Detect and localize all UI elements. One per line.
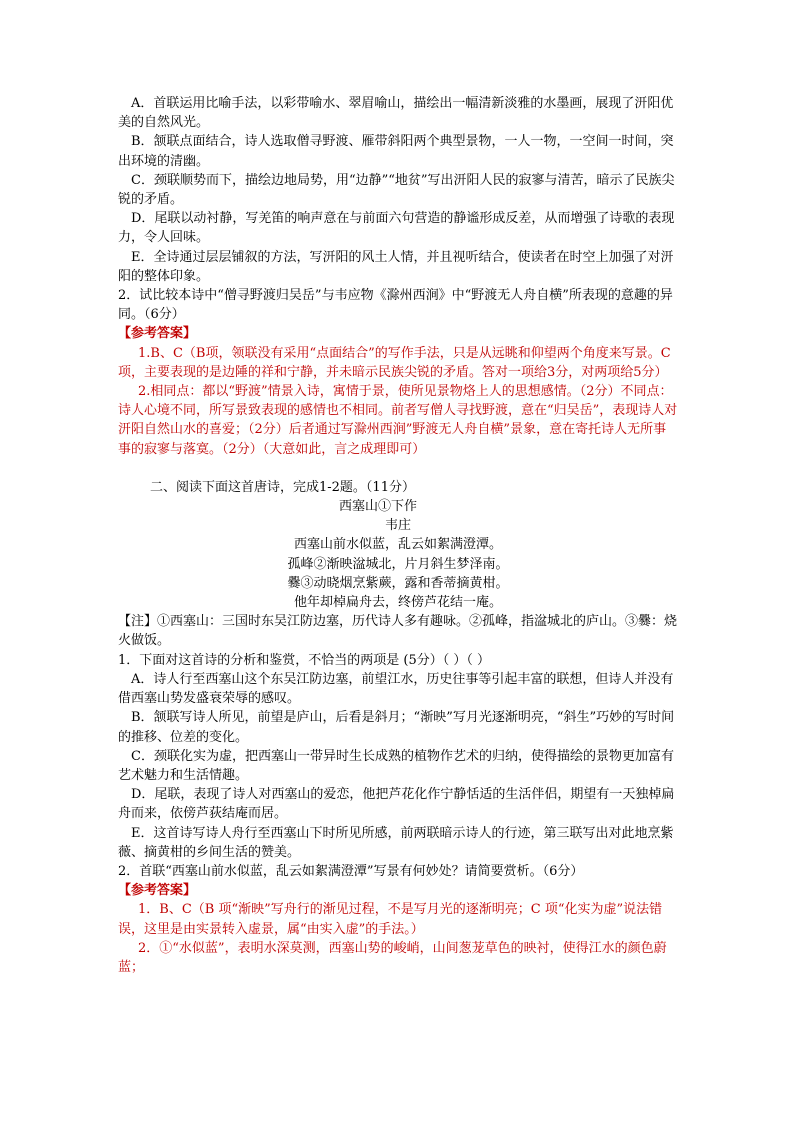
- option-d: D．尾联，表现了诗人对西塞山的爱恋，他把芦花化作宁静恬适的生活伴侣，期望有一天独棹扁舟而来，依傍芦荻结庵而居。: [118, 787, 675, 822]
- document-page: [118, 94, 678, 977]
- option-e: E．全诗通过层层铺叙的方法，写汧阳的风土人情，并且视听结合，使读者在时空上加强了对汧阳的整体印象。: [118, 249, 674, 284]
- option-e: E．这首诗写诗人舟行至西塞山下时所见所感，前两联暗示诗人的行迹，第三联写出对此地烹紫薇、摘黄柑的乡间生活的赞美。: [118, 825, 674, 860]
- section-title: 二、阅读下面这首唐诗，完成1-2题。（11分）: [150, 479, 415, 495]
- spacer: [118, 459, 678, 478]
- answer-1: 1．B、C（B 项“渐映”写舟行的渐见过程，不是写月光的逐渐明亮；C 项“化实为虚”说法错误，这里是由实景转入虚景，属“由实入虚”的手法。）: [118, 902, 663, 937]
- answer-heading: 【参考答案】: [118, 326, 197, 342]
- answer-2: 2．①“水似蓝”，表明水深莫测，西塞山势的峻峭，山间葱茏草色的映衬，使得江水的颜色蔚蓝；: [118, 940, 667, 975]
- poem-title: 西塞山①下作: [338, 499, 417, 515]
- option-a: A．首联运用比喻手法，以彩带喻水、翠眉喻山，描绘出一幅清新淡雅的水墨画，展现了汧阳优美的自然风光。: [118, 96, 674, 131]
- poem-line: 爨③动晓烟烹紫蕨，露和香蒂摘黄柑。: [287, 575, 509, 591]
- option-a: A．诗人行至西塞山这个东吴江防边塞，前望江水，历史往事等引起丰富的联想，但诗人并没有借西塞山势发盛衰荣辱的感叹。: [118, 671, 674, 707]
- option-d: D．尾联以动衬静，写羌笛的响声意在与前面六句营造的静谧形成反差，从而增强了诗歌的表现力，令人回味。: [118, 211, 675, 246]
- answer-heading: 【参考答案】: [118, 883, 197, 899]
- poem-notes: 【注】①西塞山：三国时东吴江防边塞，历代诗人多有趣咏。②孤峰，指湓城北的庐山。③爨：烧火做饭。: [118, 614, 678, 649]
- question-2: 2．试比较本诗中“僧寻野渡归吴岳”与韦应物《滁州西涧》中“野渡无人舟自横”所表现的意趣的异同。（6分）: [118, 288, 673, 323]
- option-b: B．颔联点面结合，诗人选取僧寻野渡、雁带斜阳两个典型景物，一人一物，一空间一时间，突出环境的清幽。: [118, 134, 674, 169]
- question-2: 2．首联“西塞山前水似蓝，乱云如絮满澄潭”写景有何妙处？请简要赏析。（6分）: [118, 863, 584, 879]
- answer-2: 2.相同点：都以“野渡”情景入诗，寓情于景，使所见景物烙上人的思想感情。（2分）不同点：诗人心境不同，所写景致表现的感情也不相同。前者写僧人寻找野渡，意在“归吴岳”，表现诗人对汧阳自然山水的喜爱；（2分）后者通过写滁州西涧”野渡无人舟自横”景象，意在寄托诗人无所事事的寂寥与落寞。（2分）（大意如此，言之成理即可）: [118, 384, 678, 457]
- option-c: C．颈联化实为虚，把西塞山一带异时生长成熟的植物作艺术的归纳，使得描绘的景物更加富有艺术魅力和生活情趣。: [118, 748, 674, 783]
- poem-line: 他年却棹扁舟去，终傍芦花结一庵。: [293, 595, 502, 611]
- question-1: 1．下面对这首诗的分析和鉴赏，不恰当的两项是 (5分）（ ）（ ）: [118, 652, 491, 668]
- poem-line: 孤峰②渐映湓城北，片月斜生梦泽南。: [287, 556, 509, 572]
- option-c: C．颈联顺势而下，描绘边地局势，用“边静”“地贫”写出汧阳人民的寂寥与清苦，暗示了民族尖锐的矛盾。: [118, 172, 675, 208]
- option-b: B．颔联写诗人所见，前望是庐山，后看是斜月；“渐映”写月光逐渐明亮，“斜生”巧妙的写时间的推移、位差的变化。: [118, 710, 675, 745]
- poem-line: 西塞山前水似蓝，乱云如絮满澄潭。: [293, 537, 502, 553]
- poem-author: 韦庄: [384, 518, 411, 534]
- answer-1: 1.B、C（B项，领联没有采用“点面结合”的写作手法，只是从远眺和仰望两个角度来写景。C项，主要表现的是边陲的祥和宁静，并未暗示民族尖锐的矛盾。答对一项给3分，对两项给5分）: [118, 345, 671, 380]
